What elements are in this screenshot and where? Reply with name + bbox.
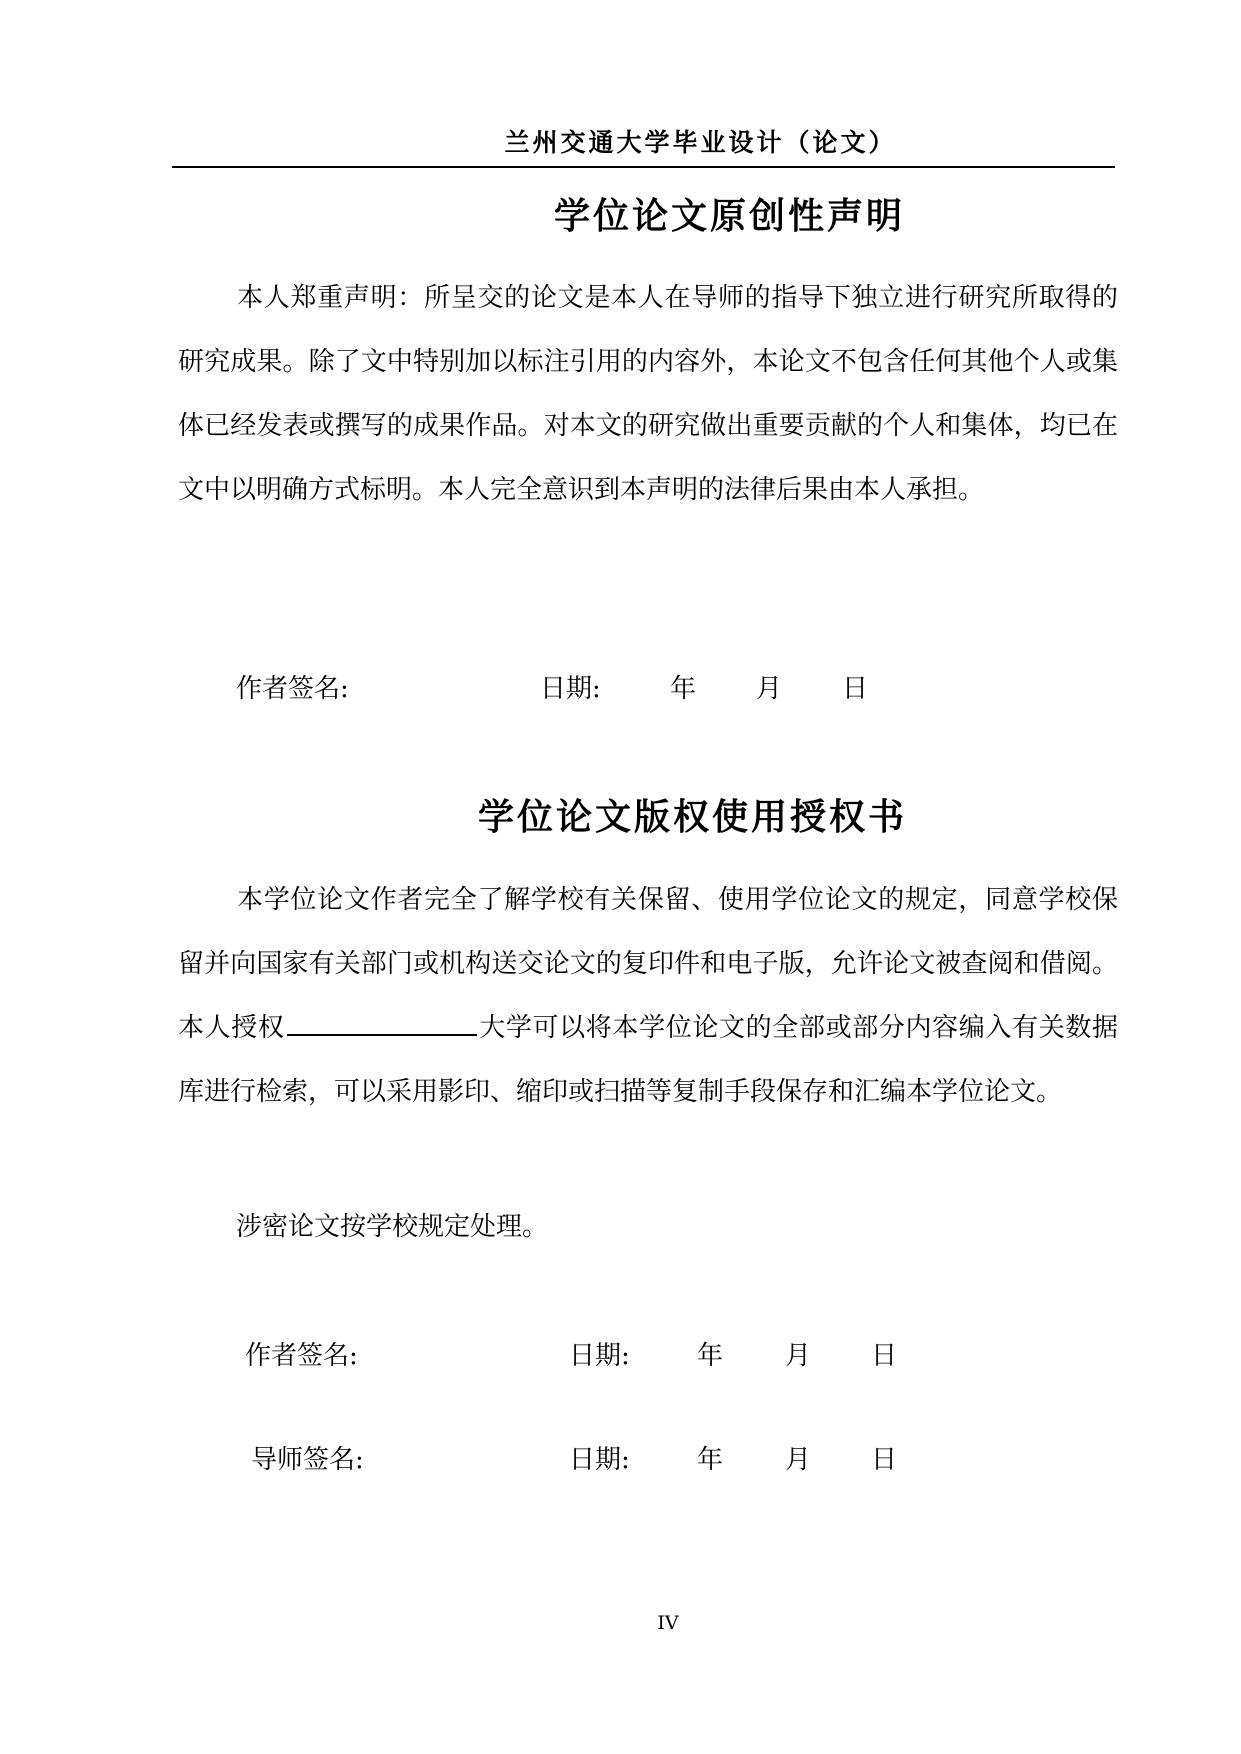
page-number: IV [657,1612,679,1634]
header-rule [172,166,1115,168]
supervisor-date-label: 日期: [569,1445,630,1475]
page-header: 兰州交通大学毕业设计（论文） [504,128,897,157]
authorization-author-month-label: 月 [785,1341,812,1371]
declaration-date-label: 日期: [540,674,601,704]
supervisor-month-label: 月 [785,1445,812,1475]
declaration-author-signature-label: 作者签名: [236,674,349,704]
authorization-author-day-label: 日 [871,1341,898,1371]
declaration-body: 本人郑重声明：所呈交的论文是本人在导师的指导下独立进行研究所取得的研究成果。除了文中特别加以标注引用的内容外，本论文不包含任何其他个人或集体已经发表或撰写的成果作品。对本文的研究做出重要贡献的个人和集体，均已在文中以明确方式标明。本人完全意识到本声明的法律后果由本人承担。 [178,283,1118,505]
supervisor-year-label: 年 [697,1445,724,1475]
authorization-title: 学位论文版权使用授权书 [478,797,908,838]
declaration-day-label: 日 [842,674,869,704]
authorization-author-date-label: 日期: [569,1341,630,1371]
authorization-body [178,868,1118,1124]
declaration-month-label: 月 [756,674,783,704]
authorization-body-part2: 大学可以将本学位论文的全部或部分内容编入有关数据库进行检索，可以采用影印、缩印或扫描等复制手段保存和汇编本学位论文。 [178,1013,1118,1107]
supervisor-signature-label: 导师签名: [251,1445,364,1475]
university-name-blank [287,1012,477,1036]
secret-thesis-note: 涉密论文按学校规定处理。 [236,1212,549,1242]
declaration-year-label: 年 [670,674,697,704]
declaration-title: 学位论文原创性声明 [554,196,906,237]
authorization-author-signature-label: 作者签名: [245,1341,358,1371]
authorization-body-part1: 本学位论文作者完全了解学校有关保留、使用学位论文的规定，同意学校保留并向国家有关部门或机构送交论文的复印件和电子版，允许论文被查阅和借阅。本人授权 [178,885,1118,1043]
authorization-author-year-label: 年 [697,1341,724,1371]
supervisor-day-label: 日 [871,1445,898,1475]
